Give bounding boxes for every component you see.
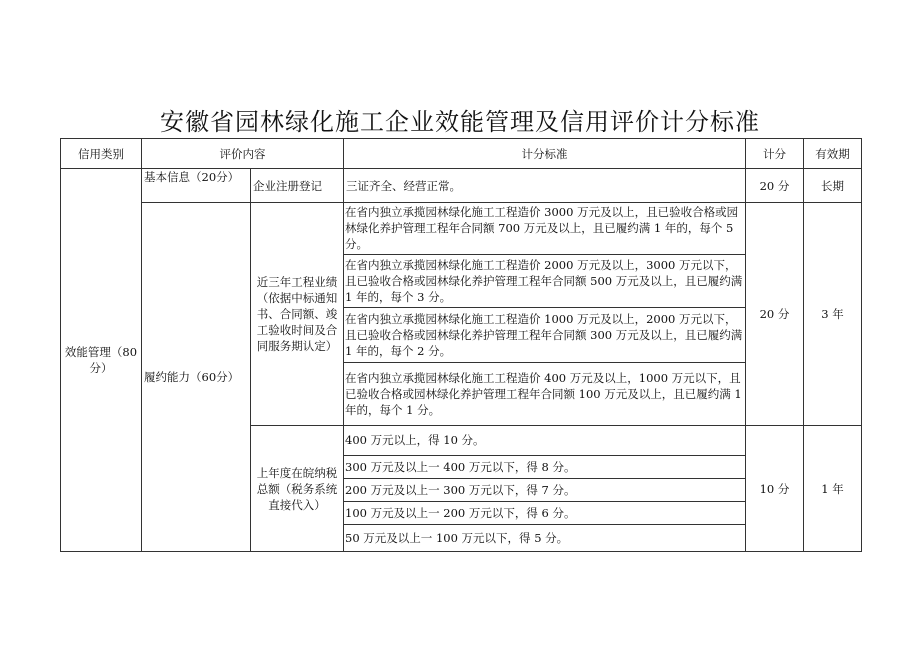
document-title: 安徽省园林绿化施工企业效能管理及信用评价计分标准 [160,108,760,136]
projects-validity: 3 年 [804,203,862,426]
basic-info-label: 基本信息（20分） [142,169,251,203]
basic-info-standard: 三证齐全、经营正常。 [344,169,746,203]
basic-info-score: 20 分 [746,169,804,203]
basic-info-item: 企业注册登记 [251,169,344,203]
header-content: 评价内容 [142,139,344,169]
header-validity: 有效期 [804,139,862,169]
header-row [61,139,862,169]
tax-standard-2: 300 万元及以上一 400 万元以下，得 8 分。 [344,455,745,478]
tax-standard-4: 100 万元及以上一 200 万元以下，得 6 分。 [344,501,745,524]
header-category: 信用类别 [61,139,142,169]
tax-standard-1: 400 万元以上，得 10 分。 [344,426,745,455]
projects-standards [344,203,746,426]
projects-item: 近三年工程业绩（依据中标通知书、合同额、竣工验收时间及合同服务期认定） [251,203,344,426]
projects-standard-1: 在省内独立承揽园林绿化施工工程造价 3000 万元及以上，且已验收合格或园林绿化养护管理工程年合同额 700 万元及以上，且已履约满 1 年的，每个 5 分。 [344,203,745,254]
projects-score: 20 分 [746,203,804,426]
projects-standard-4: 在省内独立承揽园林绿化施工工程造价 400 万元及以上，1000 万元以下，且已验收合格或园林绿化养护管理工程年合同额 100 万元及以上，且已履约满 1 年的，每个 1 分。 [345,370,742,417]
tax-validity: 1 年 [804,426,862,552]
tax-score: 10 分 [746,426,804,552]
tax-standards [344,426,746,552]
header-score: 计分 [746,139,804,169]
performance-label: 履约能力（60分） [142,203,251,552]
tax-standard-5: 50 万元及以上一 100 万元以下，得 5 分。 [345,530,569,545]
projects-standard-2: 在省内独立承揽园林绿化施工工程造价 2000 万元及以上，3000 万元以下，且已验收合格或园林绿化养护管理工程年合同额 500 万元及以上，且已履约满 1 年的，每个 3 分。 [344,254,745,307]
tax-standard-3: 200 万元及以上一 300 万元以下，得 7 分。 [344,478,745,501]
header-standard: 计分标准 [344,139,746,169]
projects-row [61,203,862,426]
projects-standard-3: 在省内独立承揽园林绿化施工工程造价 1000 万元及以上，2000 万元以下，且已验收合格或园林绿化养护管理工程年合同额 300 万元及以上，且已履约满 1 年的，每个 2 分。 [344,307,745,362]
tax-item: 上年度在皖纳税总额（税务系统直接代入） [251,426,344,552]
scoring-table [60,138,862,552]
category-cell: 效能管理（80分） [61,169,142,552]
basic-info-validity: 长期 [804,169,862,203]
basic-info-row [61,169,862,203]
